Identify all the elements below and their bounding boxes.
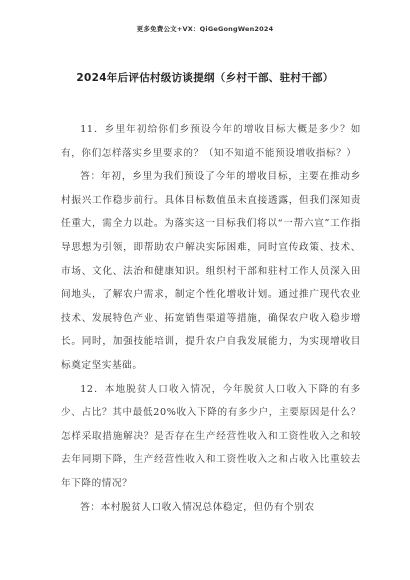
question-paragraph-12: 12．本地脱贫人口收入情况，今年脱贫人口收入下降的有多少、占比？其中最低20%收入下降的有多少户，主要原因是什么？怎样采取措施解决？是否存在生产经营性收入和工资性收入之和较去年同期下降，生产经营性收入和工资性收入之和占收入比重较去年下降的情况？	[61, 383, 361, 489]
answer-paragraph-11: 答：年初，乡里为我们预设了今年的增收目标，主要在推动乡村振兴工作稳步前行。具体目标数值虽未直接透露，但我们深知责任重大，需全力以赴。为落实这一目标我们将以“一帮六宣”工作指导思想为引领，即帮助农户解决实际困难，同时宣传政策、技术、市场、文化、法治和健康知识。组织村干部和驻村工作人员深入田间地头，了解农户需求，制定个性化增收计划。通过推广现代农业技术、发展特色产业、拓宽销售渠道等措施，确保农户收入稳步增长。同时，加强技能培训，提升农户自我发展能力，为实现增收目标奠定坚实基础。	[61, 171, 361, 371]
header-note: 更多免费公文+VX：QiGeGongWen2024	[136, 25, 274, 33]
question-paragraph-11: 11．乡里年初给你们乡预设今年的增收目标大概是多少？如有，你们怎样落实乡里要求的？（知不知道不能预设增收指标？）	[61, 124, 361, 159]
document-body	[61, 118, 361, 519]
document-title: 2024年后评估村级访谈提纲（乡村干部、驻村干部）	[76, 72, 334, 84]
answer-paragraph-12: 答：本村脱贫人口收入情况总体稳定，但仍有个别农	[80, 501, 315, 513]
